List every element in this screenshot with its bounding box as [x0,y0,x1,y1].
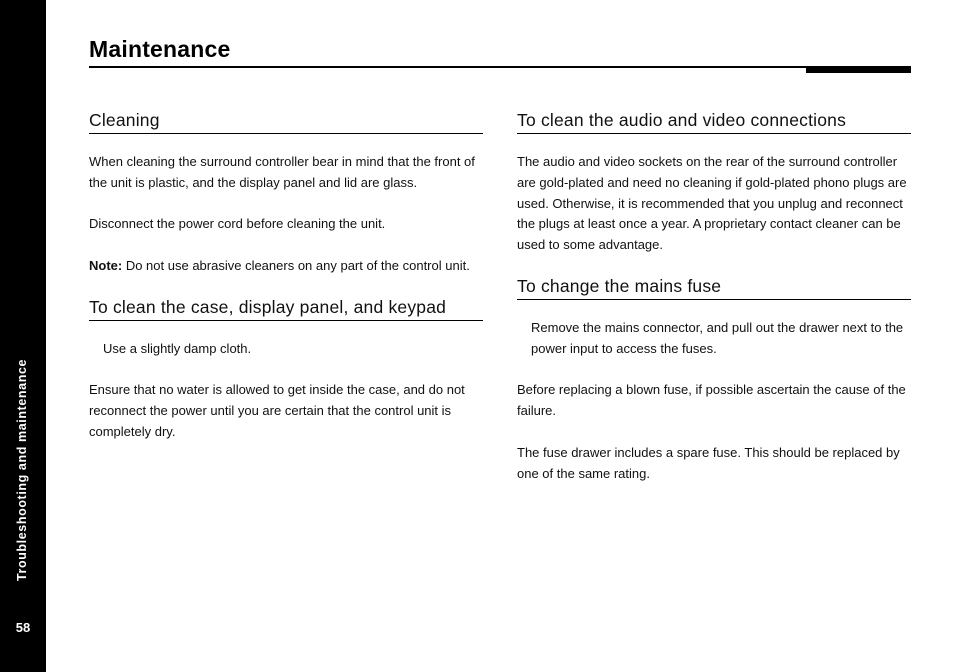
case-paragraph-1: Use a slightly damp cloth. [103,340,252,356]
section-tab-label: Troubleshooting and maintenance [15,358,29,582]
case-paragraph-2: Ensure that no water is allowed to get inside the case, and do not reconnect the power until you are certain that the control unit is completely dry. [89,382,465,439]
fuse-paragraph-1: Remove the mains connector, and pull out the drawer next to the power input to access the fuses. [531,319,904,356]
connections-paragraph-1: The audio and video sockets on the rear of the surround controller are gold-plated and need no cleaning if gold-plated phono plugs are used. Otherwise, it is recommended that you unplug and reconnect the plugs at least once a year. A proprietary contact cleaner can be used to some advantage. [517,154,907,253]
cleaning-note [89,256,483,277]
cleaning-paragraph-1: When cleaning the surround controller bear in mind that the front of the unit is plastic, and the display panel and lid are glass. [89,154,475,190]
heading-change-fuse: To change the mains fuse [517,276,911,300]
heading-clean-case: To clean the case, display panel, and keypad [89,297,483,321]
fuse-paragraph-3: The fuse drawer includes a spare fuse. This should be replaced by one of the same rating. [517,444,900,481]
right-column [517,110,911,484]
side-tab-bar [0,0,46,672]
title-rule [89,66,911,68]
cleaning-paragraph-2: Disconnect the power cord before cleaning the unit. [89,216,386,232]
heading-cleaning: Cleaning [89,110,483,134]
note-label: Note: [89,257,123,273]
left-column [89,110,483,443]
title-rule-accent [806,66,911,73]
page-number: 58 [15,620,31,635]
page-title: Maintenance [89,36,231,62]
heading-clean-connections: To clean the audio and video connections [517,110,911,134]
fuse-paragraph-2: Before replacing a blown fuse, if possible ascertain the cause of the failure. [517,382,906,419]
note-text: Do not use abrasive cleaners on any part of the control unit. [122,257,470,273]
